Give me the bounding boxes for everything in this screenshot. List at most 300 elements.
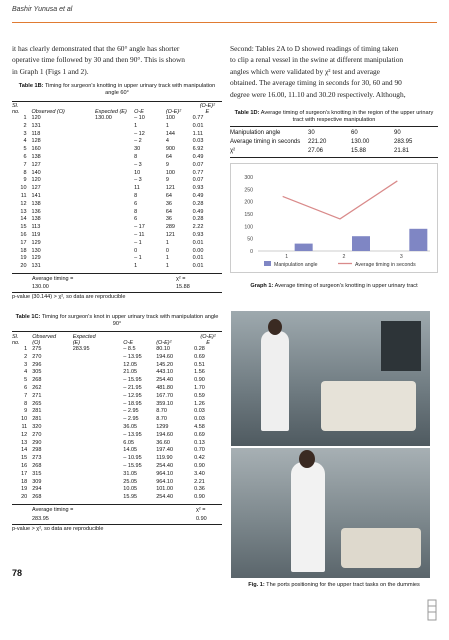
table-cell: – 2.95 [123,416,139,423]
table-cell: 0.49 [192,208,204,215]
table-cell: 118 [31,130,41,137]
caption-label: Table 1B: [18,83,44,89]
table-cell: 275 [32,346,42,352]
table-cell: 298 [32,447,42,454]
graph-1-caption [230,283,438,290]
table-cell: – 15.95 [123,377,142,384]
table-cell: 359.10 [156,400,174,407]
table-cell: – 12 [134,130,145,137]
chart-bar [352,236,370,251]
table-cell: 138 [31,200,41,207]
header-cell: O-E [123,340,134,346]
table-cell: 12 [20,200,27,207]
table-cell: 11 [20,192,27,199]
table-cell: 0.42 [194,455,205,462]
table-cell [73,354,124,362]
table-cell: 0.13 [194,439,205,446]
table-row [230,129,438,138]
photo-bottom-surgeon-laparoscopy-trainer [231,448,430,578]
table-cell: 268 [32,494,42,501]
table-cell: 4 [24,369,28,376]
y-tick-label: 0 [250,249,253,255]
table-1d [230,129,438,156]
table-cell [73,447,124,455]
table-cell: 3 [24,361,28,368]
table-cell [73,385,124,393]
table-cell: 0.59 [194,392,205,399]
table-cell: 0.03 [194,416,205,423]
table-cell: 131 [31,263,41,270]
caption-text: Timing for surgeon's knot in upper urinary track with manipulation angle 90° [41,314,219,327]
table-rule [12,504,222,505]
header-cell: (O-E)² [165,109,182,115]
table-row [12,131,222,139]
fig-1-caption [230,582,438,589]
table-cell: 4 [165,138,169,145]
table-row [12,255,222,263]
header-cell: (O-E)² [200,334,216,340]
table-cell [95,131,134,139]
table-cell: 7 [23,161,27,168]
monitor [381,321,421,371]
table-cell: 0.01 [192,239,204,246]
table-cell: 290 [32,439,42,446]
table-cell: 6.05 [123,439,135,446]
table-cell: 15.88 [351,148,367,154]
table-cell: 15 [21,455,28,462]
y-tick-label: 300 [244,175,253,181]
table-cell: 0.01 [192,263,204,270]
table-cell: 11 [21,423,28,430]
training-box [321,381,416,431]
table-cell: 64 [165,208,172,215]
table-cell: – 17 [134,224,145,231]
table-cell: 64 [165,153,172,160]
table-cell: 8 [134,153,138,160]
text-line: angles which were validated by χ² test and average [230,66,380,76]
table-cell: 13 [20,208,27,215]
table-cell: 0.03 [192,138,204,145]
table-cell: 289 [165,224,175,231]
table-row [12,486,222,494]
table-1b-chi-value: 15.88 [176,284,190,290]
table-cell: 36.05 [123,423,138,430]
table-1b-avg-label: Average timing = [32,276,74,282]
table-cell: 14.05 [123,447,138,454]
header-cell: no. [12,340,20,346]
table-1b-avg-value: 130.00 [32,284,49,290]
header-rule [12,22,437,23]
table-cell: 27.06 [308,148,324,154]
table-cell: 1 [134,122,138,129]
table-cell: 4.58 [194,423,205,430]
table-cell: 0.28 [192,216,204,223]
table-cell [95,146,134,154]
header-cell: Expected (E) [95,109,127,115]
table-cell: 0.70 [194,447,205,454]
table-cell: 100 [165,169,175,176]
table-row [12,185,222,193]
caption-label: Graph 1: [250,283,274,289]
table-row [12,463,222,471]
table-cell: 10 [134,169,141,176]
surgeon-head [268,319,282,335]
table-cell: 7 [24,392,28,399]
table-cell: 130.00 [95,115,112,121]
table-cell: 0.28 [194,346,205,352]
table-cell: 1.11 [192,130,203,137]
table-cell: 8.70 [156,416,167,423]
table-cell: 20 [21,494,28,501]
table-cell: 13 [21,439,28,446]
header-cell: Sl. [12,334,19,340]
table-row [12,146,222,154]
table-cell: 1.26 [194,400,205,407]
table-cell: 9 [165,161,169,168]
text-line: operative time followed by 30 and then 90°. This is shown [12,55,185,65]
table-1b [12,103,222,271]
table-cell: 130.00 [351,139,370,145]
table-cell [73,401,124,409]
table-cell: 0.90 [194,462,205,469]
text-line: Second: Tables 2A to D showed readings of timing taken [230,44,399,53]
table-cell: 30 [308,130,315,136]
table-row [12,440,222,448]
table-cell: 443.10 [156,369,174,376]
table-cell [95,170,134,178]
table-row [12,209,222,217]
table-cell: 60 [351,130,358,136]
table-cell: 10.05 [123,486,138,493]
legend-label-bar: Manipulation angle [274,262,318,268]
table-cell: 5 [24,377,28,384]
table-cell: 8 [24,400,28,407]
table-cell: 19 [20,255,27,262]
table-1d-caption [230,110,438,124]
table-row [12,123,222,131]
table-row [12,377,222,385]
table-cell: 281 [32,408,42,415]
table-cell: 119 [31,231,41,238]
table-cell: 296 [32,361,42,368]
table-cell [95,201,134,209]
table-row [12,362,222,370]
table-cell: 64 [165,192,172,199]
table-cell: 1 [134,263,138,270]
legend-label-line: Average timing in seconds [355,262,416,268]
table-cell: 0.49 [192,192,204,199]
table-cell: 3 [23,130,27,137]
surgeon-head [299,450,315,468]
table-cell: 305 [32,369,42,376]
table-cell: 36 [165,216,172,223]
table-cell [73,486,124,494]
table-cell: 1 [165,239,169,246]
table-cell: 10 [21,416,28,423]
table-cell: 8 [134,208,138,215]
table-cell: 270 [32,431,42,438]
text-line: degree were 16.00, 11.10 and 30.20 respectively. Although, [230,89,406,99]
table-cell: 19 [21,486,28,493]
table-cell: 129 [31,255,41,262]
table-cell [73,479,124,487]
table-cell [73,377,124,385]
table-1c-pvalue: p-value > χ², so data are reproducible [12,526,104,532]
table-cell: 0 [134,247,138,254]
table-cell [95,232,134,240]
header-cell: (E) [72,340,81,346]
table-cell: 0.00 [192,247,204,254]
surgeon-figure [261,331,289,431]
caption-text: Average timing of surgeon's knotting in the region of the upper urinary tract with respective manipulation [260,110,434,123]
table-1c-avg-label: Average timing = [32,507,74,513]
table-cell: 0.49 [192,153,204,160]
table-row [12,263,222,271]
table-rule [12,331,222,332]
header-cell: Observed (O) [31,109,65,115]
photo-top-surgeon-laparoscopy-trainer [231,311,430,446]
table-cell [73,369,124,377]
table-cell: – 21.95 [123,384,142,391]
table-cell: 101.00 [156,486,174,493]
table-cell: 262 [32,384,42,391]
table-cell: 281 [32,416,42,423]
table-row [12,401,222,409]
table-cell: 9 [24,408,28,415]
y-tick-label: 100 [244,224,253,231]
table-row [12,432,222,440]
table-cell [95,255,134,263]
table-row [12,177,222,185]
table-row [12,224,222,232]
table-cell: – 2 [134,138,142,145]
table-cell: 1 [24,346,28,352]
table-cell [73,424,124,432]
table-cell: Manipulation angle [230,130,281,136]
table-cell: – 13.95 [123,353,142,360]
table-row [12,408,222,416]
table-cell: 10 [20,185,27,192]
table-cell [73,455,124,463]
table-rule [12,524,222,525]
table-cell [73,432,124,440]
table-row [12,447,222,455]
table-cell: 90 [394,130,401,136]
table-cell: 481.80 [156,384,174,391]
table-cell: – 3 [134,177,142,184]
table-cell: 160 [31,146,41,153]
table-cell: 113 [31,224,41,231]
page-number: 78 [12,568,23,578]
table-cell: – 10 [134,115,145,121]
text-line: to clip a renal vessel in the swine at different manipulation [230,55,404,65]
table-cell [95,193,134,201]
table-cell: 127 [31,161,41,168]
table-cell: 0.07 [192,177,204,184]
table-cell: 1.70 [194,384,205,391]
header-cell: no. [12,109,20,115]
table-cell: 4 [23,138,27,145]
table-cell: – 12.95 [123,392,142,399]
table-row [12,479,222,487]
table-cell: 254.40 [156,494,174,501]
table-cell: 194.60 [156,353,174,360]
table-rule [230,157,438,158]
table-cell: 221.20 [308,139,327,145]
table-row [12,424,222,432]
table-cell: 120 [31,177,41,184]
table-cell: 197.40 [156,447,174,454]
text-line: obtained. The average timing in seconds for 30, 60 and 90 [230,78,402,88]
table-cell: – 18.95 [123,400,142,407]
table-cell: 120 [31,115,41,121]
table-cell: 12 [21,431,28,438]
table-row [12,248,222,256]
table-cell: 268 [32,462,42,469]
table-cell: 127 [31,185,41,192]
x-tick-label: 2 [342,254,346,260]
table-cell: 8 [23,169,27,176]
table-row [12,193,222,201]
table-cell: 15 [20,224,27,231]
table-rule [12,292,222,293]
table-row [230,147,438,156]
table-cell: 900 [165,146,175,153]
table-cell: 1299 [156,423,169,430]
left-paragraph [12,43,222,77]
table-cell [73,416,124,424]
table-cell: 2 [24,353,28,360]
table-cell: 6 [134,216,138,223]
table-cell: 11 [134,185,140,192]
table-cell: 15.95 [123,494,138,501]
table-cell: Average timing in seconds [230,139,301,145]
table-cell: 268 [32,377,42,384]
table-cell: 21.05 [123,369,138,376]
table-cell [73,362,124,370]
table-cell: 5 [23,146,27,153]
header-cell: Sl. [12,103,19,109]
table-1b-chi-label: χ² = [176,276,186,282]
table-cell [95,185,134,193]
table-cell: – 11 [134,231,145,238]
table-row [12,494,222,502]
table-cell: 136 [31,208,41,215]
table-cell: – 15.95 [123,462,142,469]
table-cell: 273 [32,455,42,462]
table-cell: 0.69 [194,353,205,360]
caption-label: Table 1D: [234,110,260,116]
table-cell: 320 [32,423,42,430]
table-cell: 0.90 [194,377,205,384]
table-row [230,138,438,147]
table-cell [73,463,124,471]
table-cell: 1 [165,255,169,262]
table-cell: 0.01 [192,255,204,262]
table-cell: 0.36 [194,486,205,493]
table-cell: 167.70 [156,392,174,399]
table-cell: 17 [20,239,27,246]
table-cell: 30 [134,146,141,153]
table-cell: 254.40 [156,377,174,384]
table-cell: 121 [165,231,175,238]
table-row [12,154,222,162]
table-row [12,346,222,354]
table-cell: 6 [23,153,27,160]
header-cell: E [206,340,210,346]
table-cell: 18 [20,247,27,254]
header-cell: Observed [32,334,57,340]
table-row [12,201,222,209]
table-cell: 129 [31,239,41,246]
caption-label: Fig. 1: [248,582,265,588]
table-row [12,471,222,479]
table-row [12,416,222,424]
table-cell: 315 [32,470,42,477]
table-cell: 25.05 [123,478,138,485]
table-cell: 3.40 [194,470,205,477]
table-cell: 80.10 [156,346,170,352]
table-1c-avg-value: 283.95 [32,516,49,522]
table-cell: 271 [32,392,42,399]
table-row [12,216,222,224]
table-cell: 138 [31,216,41,223]
table-cell: 6 [24,384,28,391]
table-1b-pvalue: p-value (30.144) > χ², so data are reproducible [12,294,126,300]
table-cell: 0.77 [192,115,204,121]
x-tick-label: 1 [285,254,289,260]
table-cell: 16 [21,462,28,469]
table-cell: 6 [134,200,138,207]
table-cell: 270 [32,353,42,360]
table-cell: 2.22 [192,224,204,231]
table-cell: 283.95 [394,139,413,145]
table-cell: 0.93 [192,185,204,192]
table-cell: 0 [165,247,169,254]
table-cell: 121 [165,185,175,192]
chart-bar [295,244,313,251]
running-head: Bashir Yunusa et al [12,6,73,13]
table-cell: 0.07 [192,161,204,168]
table-cell: 2 [23,122,27,129]
surgeon-figure [291,462,325,572]
table-cell: 0.93 [192,231,204,238]
training-box [341,528,421,568]
table-cell [73,494,124,502]
table-cell [95,216,134,224]
caption-text: The ports positioning for the upper tract tasks on the dummies [266,582,420,588]
table-cell: 964.10 [156,478,174,485]
table-row [12,232,222,240]
text-line: it has clearly demonstrated that the 60° angle has shorter [12,44,180,53]
table-cell: – 1 [134,239,142,246]
table-cell [73,471,124,479]
table-rule [12,273,222,274]
table-cell [95,123,134,131]
table-cell [95,154,134,162]
table-cell: 130 [31,247,41,254]
table-cell: 8 [134,192,138,199]
table-cell: 131 [31,122,41,129]
journal-logo-icon [426,598,438,622]
table-cell: 0.69 [194,431,205,438]
table-row [12,170,222,178]
table-row [12,369,222,377]
text-line: in Graph 1 (Figs 1 and 2). [12,66,89,76]
chart-bar [409,229,427,251]
table-cell: 141 [31,192,41,199]
table-cell: 294 [32,486,42,493]
